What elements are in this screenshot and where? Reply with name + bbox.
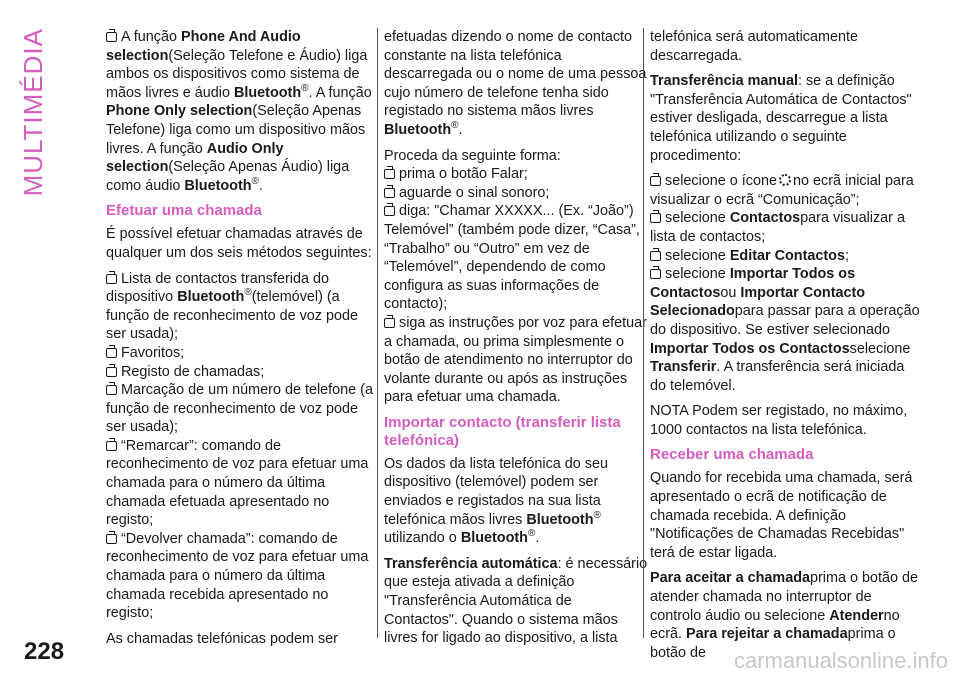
bullet-icon: [650, 176, 661, 186]
communication-icon: [779, 174, 791, 186]
list-item: “Devolver chamada”: comando de reconhecimento de voz para efetuar uma chamada para o número da última chamada recebida apresentado no registo;: [106, 530, 369, 622]
list-item: siga as instruções por voz para efetuar a chamada, ou prima simplesmente o botão de atendimento no interruptor do volante durante ou após as instruções para efetuar uma chamada.: [384, 314, 647, 406]
bullet-icon: [384, 169, 395, 179]
watermark: carmanualsonline.info: [733, 648, 948, 673]
list-item: selecione Editar Contactos;: [650, 247, 920, 266]
bullet-icon: [384, 318, 395, 328]
paragraph-continued: telefónica será automaticamente descarregada.: [650, 29, 858, 64]
registered-mark: ®: [251, 175, 259, 187]
registered-mark: ®: [593, 509, 601, 521]
bullet-icon: [106, 32, 117, 42]
column-3: [643, 28, 920, 661]
list-item: Registo de chamadas;: [106, 363, 374, 382]
column-2: [377, 28, 649, 647]
list-item: Lista de contactos transferida do dispositivo Bluetooth®(telemóvel) (a função de reconhecimento de voz pode ser usada);: [106, 270, 359, 343]
page-number: 228: [24, 638, 65, 665]
section-label: MULTIMÉDIA: [18, 28, 48, 197]
bullet-icon: [106, 367, 117, 377]
paragraph-import: Os dados da lista telefónica do seu dispositivo (telemóvel) podem ser enviados e registados na sua lista telefónica mãos livres Bluetooth® utilizando o Bluetooth®.: [384, 455, 608, 547]
list-item: selecione o ícone no ecrã inicial para visualizar o ecrã “Comunicação”;: [650, 173, 914, 208]
heading-make-call: Efetuar uma chamada: [106, 202, 262, 220]
list-item: aguarde o sinal sonoro;: [384, 184, 649, 203]
bullet-icon: [106, 274, 117, 284]
bullet-icon: [106, 534, 117, 544]
registered-mark: ®: [451, 120, 459, 132]
list-item: selecione Contactospara visualizar a lista de contactos;: [650, 210, 905, 245]
paragraph-intro: É possível efetuar chamadas através de qualquer um dos seis métodos seguintes:: [106, 226, 372, 261]
bullet-icon: [650, 213, 661, 223]
list-item: prima o botão Falar;: [384, 165, 649, 184]
bullet-icon: [106, 348, 117, 358]
bullet-icon: [650, 269, 661, 279]
bullet-icon: [384, 206, 395, 216]
paragraph-accept-reject: Para aceitar a chamadaprima o botão de atender chamada no interruptor de controlo áudio ou selecione Atenderno ecrã. Para rejeitar a chamadaprima o botão de: [650, 570, 919, 661]
bullet-icon: [650, 251, 661, 261]
list-item: Favoritos;: [106, 344, 374, 363]
list-item: diga: "Chamar XXXXX... (Ex. “João”) Telemóvel” (também pode dizer, “Casa”, “Trabalho” ou “Outro” em vez de “Telemóvel”, dependendo de como configura as suas informações de contacto);: [384, 203, 640, 313]
registered-mark: ®: [301, 82, 309, 94]
heading-import-contact: Importar contacto (transferir lista telefónica): [384, 413, 621, 449]
registered-mark: ®: [527, 528, 536, 540]
registered-mark: ®: [244, 287, 252, 299]
paragraph-note: NOTA Podem ser registado, no máximo, 1000 contactos na lista telefónica.: [650, 403, 908, 438]
bullet-icon: [384, 188, 395, 198]
column-1: [106, 28, 374, 655]
paragraph-phone-audio: A função Phone And Audio selection(Seleção Telefone e Áudio) liga ambos os dispositivos como sistema de mãos livres e áudio Bluetooth®. A função Phone Only selection(Seleção Apenas Telefone) liga como um dispositivo mãos livres. A função Audio Only selection(Seleção Apenas Áudio) liga como áudio Bluetooth®.: [106, 29, 372, 194]
list-item: selecione Importar Todos os Contactosou Importar Contacto Selecionadopara passar para a operação do dispositivo. Se estiver selecionado Importar Todos os Contactosselecione Transferir. A transferência será iniciada do telemóvel.: [650, 266, 920, 394]
paragraph-auto-transfer: Transferência automática: é necessário que esteja ativada a definição "Transferência Automática de Contactos". Quando o sistema mãos livres for ligado ao dispositivo, a lista: [384, 555, 648, 647]
bullet-icon: [106, 441, 117, 451]
heading-receive-call: Receber uma chamada: [650, 446, 814, 464]
list-item: “Remarcar”: comando de reconhecimento de voz para efetuar uma chamada para o número da última chamada efetuada apresentado no registo;: [106, 437, 369, 529]
list-item: Marcação de um número de telefone (a função de reconhecimento de voz pode ser usada);: [106, 382, 373, 436]
paragraph-procedure: Proceda da seguinte forma:: [384, 147, 561, 164]
paragraph-outro: As chamadas telefónicas podem ser: [106, 630, 338, 647]
section-side-tab: [18, 28, 78, 197]
paragraph-manual-transfer: Transferência manual: se a definição "Transferência Automática de Contactos" estiver desligada, descarregue a lista telefónica utilizando o seguinte procedimento:: [650, 73, 912, 164]
paragraph-incoming: Quando for recebida uma chamada, será apresentado o ecrã de notificação de chamada recebida. A definição "Notificações de Chamadas Recebidas" terá de estar ligada.: [650, 470, 913, 561]
bullet-icon: [106, 385, 117, 395]
paragraph-voice-call: efetuadas dizendo o nome de contacto constante na lista telefónica descarregada ou o nome de uma pessoa cujo número de telefone tenha sido registado no sistema mãos livres Bluetooth®.: [384, 29, 647, 138]
